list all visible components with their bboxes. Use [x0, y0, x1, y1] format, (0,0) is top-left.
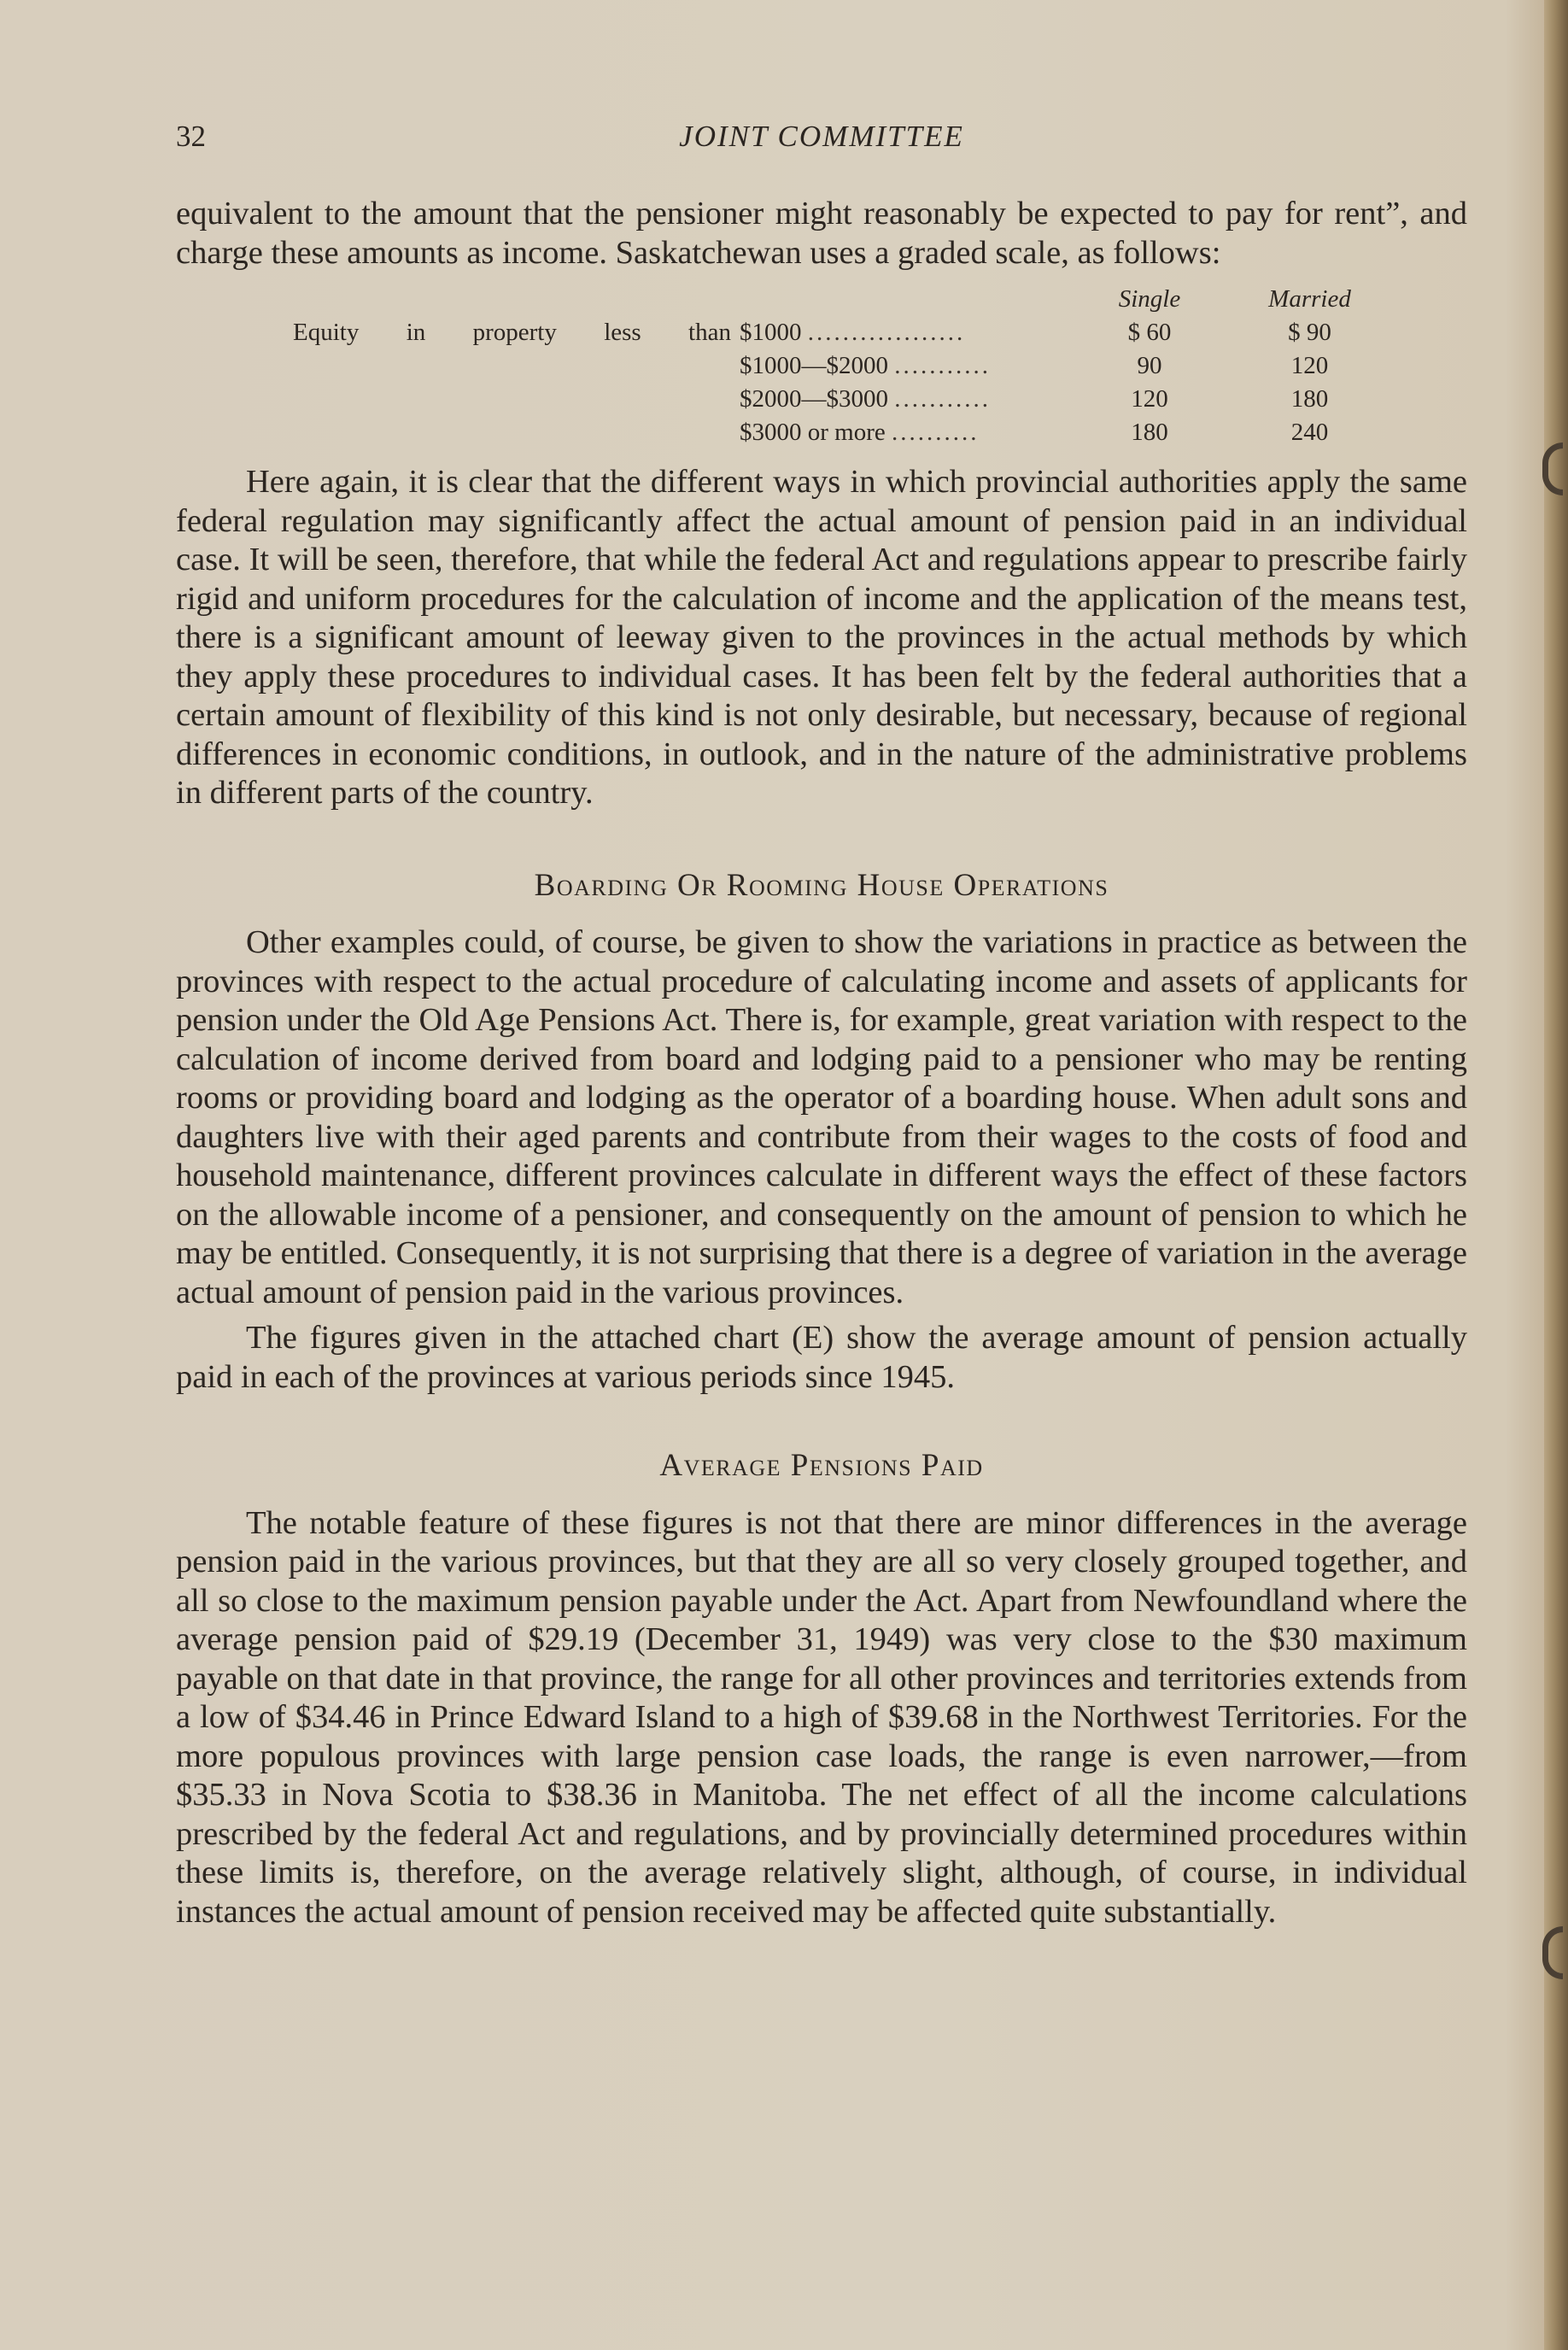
married-amount: 180 — [1290, 385, 1329, 413]
body-paragraph: The notable feature of these figures is not that there are minor differences in the average pension paid in the various provinces, but that they are all so very closely grouped together, and all so close to the maximum pension payable under the Act. Apart from Newfoundland where the average pension paid of $29.19 (December 31, 1949) was very close to the $30 maximum payable on that date in that province, the range for all other provinces and territories extends from a low of $34.46 in Prince Edward Island to a high of $39.68 in the Northwest Territories. For the more populous provinces with large pension case loads, the range is even narrower,—from $35.33 in Nova Scotia to $38.36 in Manitoba. The net effect of all the income calculations prescribed by the federal Act and regulations, and by provincially determined procedures within these limits is, therefore, on the average relatively slight, although, of course, in individual instances the actual amount of pension received may be affected quite substantially. — [176, 1504, 1467, 1930]
single-amount: 120 — [1131, 385, 1168, 413]
married-amount: 120 — [1290, 352, 1329, 379]
leader-dots: ........... — [894, 385, 991, 413]
single-amount: $ 60 — [1127, 319, 1172, 346]
married-amount: $ 90 — [1288, 319, 1331, 346]
body-paragraph: equivalent to the amount that the pensioner might reasonably be expected to pay for rent”, and charge these amounts as income. Saskatchewan uses a graded scale, as follows: — [176, 196, 1467, 271]
single-amount: 90 — [1137, 352, 1162, 379]
table-row — [176, 383, 1467, 416]
leader-dots: .................. — [807, 319, 966, 346]
equity-scale-table — [176, 283, 1467, 449]
running-title: JOINT COMMITTEE — [679, 120, 964, 153]
single-amount: 180 — [1131, 419, 1168, 446]
table-row — [176, 316, 1467, 349]
equity-bracket: $2000—$3000 ........... — [740, 385, 991, 413]
table-row — [176, 416, 1467, 449]
table-header-row — [176, 283, 1467, 316]
page-header — [176, 120, 1467, 157]
equity-bracket: $1000—$2000 ........... — [740, 352, 991, 379]
body-paragraph: Other examples could, of course, be given to show the variations in practice as between the provinces with respect to the actual procedure of calculating income and assets of applicants for pension under the Old Age Pensions Act. There is, for example, great variation with respect to the calculation of income derived from board and lodging paid to a pensioner who may be renting rooms or providing board and lodging as the operator of a boarding house. When adult sons and daughters live with their aged parents and contribute from their wages to the costs of food and household maintenance, different provinces calculate in different ways the effect of these factors on the allowable income of a pensioner, and consequently on the amount of pension to which he may be entitled. Consequently, it is not surprising that there is a degree of variation in the average actual amount of pension paid in the various provinces. — [176, 924, 1467, 1310]
page-edge-shadow — [1544, 0, 1568, 2350]
body-paragraph: The figures given in the attached chart (E) show the average amount of pension actually paid in each of the provinces at various periods since 1945. — [176, 1320, 1467, 1395]
leader-dots: .......... — [892, 419, 980, 446]
section-heading: Average Pensions Paid — [659, 1448, 984, 1483]
page-body — [176, 195, 1467, 1931]
equity-bracket: $1000 .................. — [740, 319, 966, 346]
married-amount: 240 — [1290, 419, 1329, 446]
column-header-married: Married — [1268, 285, 1351, 313]
equity-bracket: $3000 or more .......... — [740, 419, 980, 446]
row-label: Equity in property less than — [293, 319, 731, 346]
section-heading: Boarding Or Rooming House Operations — [534, 867, 1109, 903]
body-paragraph: Here again, it is clear that the different ways in which provincial authorities apply the same federal regulation may significantly affect the actual amount of pension paid in an individual case. It will be seen, therefore, that while the federal Act and regulations appear to prescribe fairly rigid and uniform procedures for the calculation of income and the application of the means test, there is a significant amount of leeway given to the provinces in the actual methods by which they apply these procedures to individual cases. It has been felt by the federal authorities that a certain amount of flexibility of this kind is not only desirable, but necessary, because of regional differences in economic conditions, in outlook, and in the nature of the administrative problems in different parts of the country. — [176, 464, 1467, 811]
leader-dots: ........... — [894, 352, 991, 379]
page-number: 32 — [176, 120, 206, 153]
column-header-single: Single — [1118, 285, 1181, 313]
table-row — [176, 349, 1467, 383]
